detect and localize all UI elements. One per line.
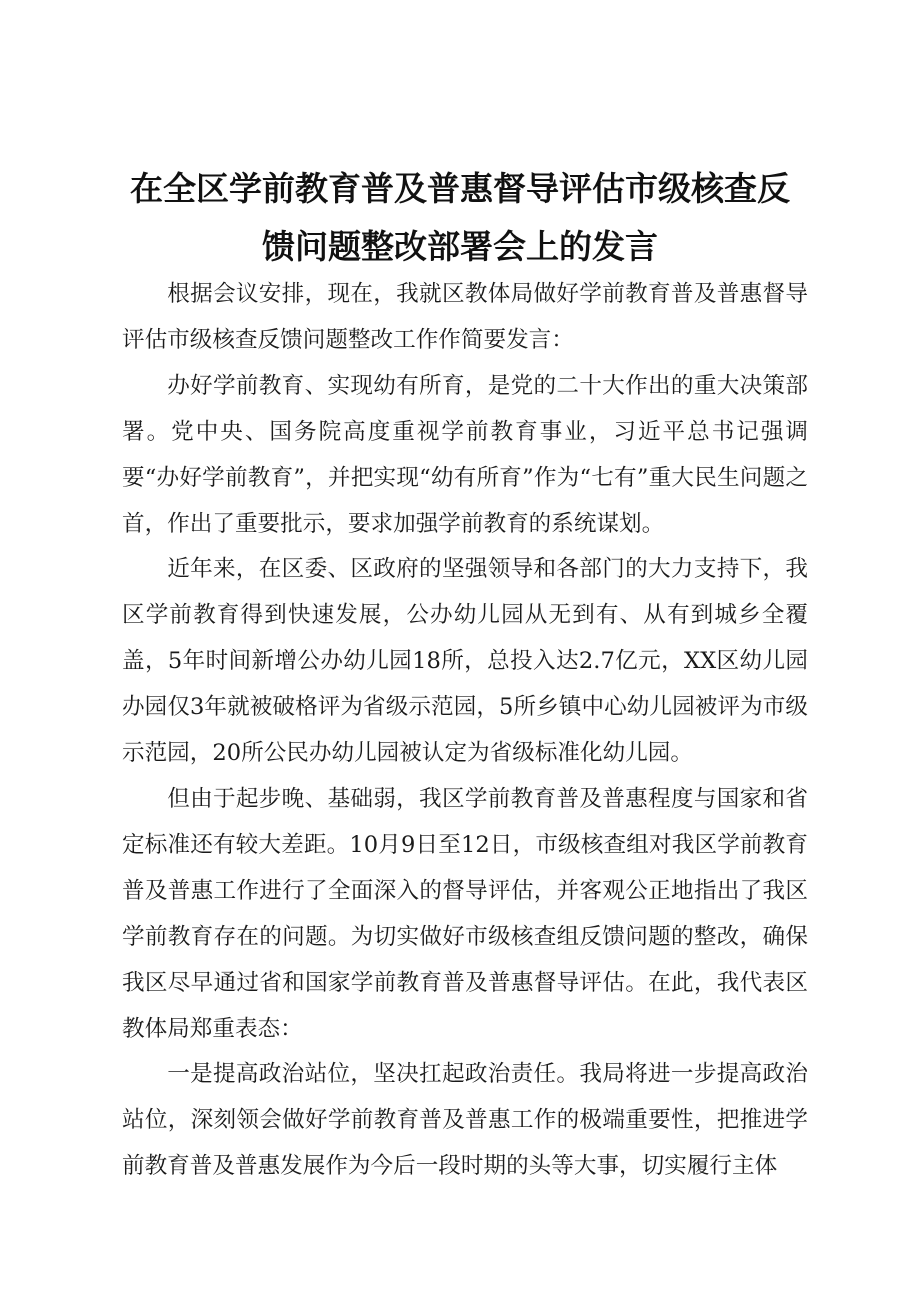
paragraph-3: 近年来，在区委、区政府的坚强领导和各部门的大力支持下，我区学前教育得到快速发展，公办幼儿园从无到有、从有到城乡全覆盖，5年时间新增公办幼儿园18所，总投入达2.7亿元，XX区幼儿园办园仅3年就被破格评为省级示范园，5所乡镇中心幼儿园被评为市级示范园，20所公民办幼儿园被认定为省级标准化幼儿园。 bbox=[122, 556, 808, 767]
document-title: 在全区学前教育普及普惠督导评估市级核查反馈问题整改部署会上的发言 bbox=[130, 169, 790, 266]
paragraph-1: 根据会议安排，现在，我就区教体局做好学前教育普及普惠督导评估市级核查反馈问题整改工作作简要发言： bbox=[122, 281, 808, 353]
paragraph-2: 办好学前教育、实现幼有所育，是党的二十大作出的重大决策部署。党中央、国务院高度重视学前教育事业，习近平总书记强调要“办好学前教育”，并把实现“幼有所育”作为“七有”重大民生问题之首，作出了重要批示，要求加强学前教育的系统谋划。 bbox=[122, 372, 808, 537]
paragraph-5: 一是提高政治站位，坚决扛起政治责任。我局将进一步提高政治站位，深刻领会做好学前教育普及普惠工作的极端重要性，把推进学前教育普及普惠发展作为今后一段时期的头等大事，切实履行主体 bbox=[122, 1061, 808, 1180]
paragraph-4: 但由于起步晚、基础弱，我区学前教育普及普惠程度与国家和省定标准还有较大差距。10月9日至12日，市级核查组对我区学前教育普及普惠工作进行了全面深入的督导评估，并客观公正地指出了我区学前教育存在的问题。为切实做好市级核查组反馈问题的整改，确保我区尽早通过省和国家学前教育普及普惠督导评估。在此，我代表区教体局郑重表态： bbox=[122, 785, 808, 1042]
document-body bbox=[122, 272, 808, 1190]
